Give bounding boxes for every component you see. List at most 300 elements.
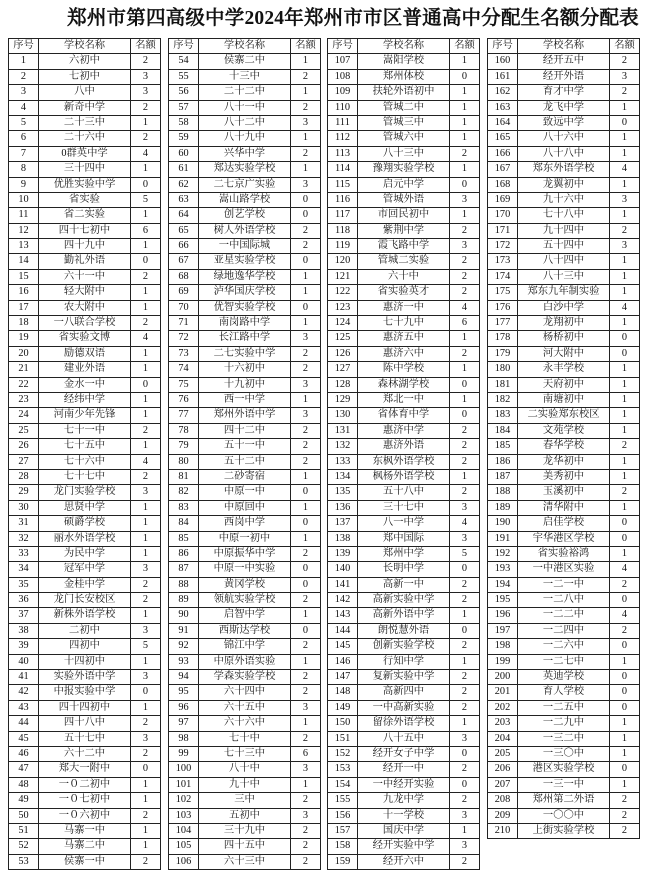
table-row <box>9 131 161 146</box>
serial-number: 90 <box>169 608 199 623</box>
school-name: 十三中 <box>199 70 291 85</box>
table-row <box>9 639 161 654</box>
table-row <box>328 439 480 454</box>
quota-count: 1 <box>131 408 161 423</box>
serial-number: 80 <box>169 455 199 470</box>
quota-count: 3 <box>131 485 161 500</box>
table-row <box>488 501 640 516</box>
serial-number: 99 <box>169 747 199 762</box>
school-name: 马寨一中 <box>39 824 131 839</box>
school-name: 创艺学校 <box>199 208 291 223</box>
quota-count: 3 <box>450 501 480 516</box>
quota-count: 0 <box>291 624 321 639</box>
school-name: 二砂寄宿 <box>199 470 291 485</box>
serial-number: 207 <box>488 778 518 793</box>
school-name: 绿地逸华学校 <box>199 270 291 285</box>
school-name: 玉溪初中 <box>518 485 610 500</box>
school-name: 一中港区实验 <box>518 562 610 577</box>
serial-number: 149 <box>328 701 358 716</box>
serial-number: 188 <box>488 485 518 500</box>
quota-count: 1 <box>291 393 321 408</box>
serial-number: 101 <box>169 778 199 793</box>
quota-count: 1 <box>450 824 480 839</box>
school-name: 惠济外语 <box>358 439 450 454</box>
school-name: 四十五中 <box>199 839 291 854</box>
school-name: 一三一中 <box>518 778 610 793</box>
quota-count: 6 <box>450 316 480 331</box>
school-name: 经开六中 <box>358 855 450 870</box>
table-row <box>328 70 480 85</box>
quota-count: 2 <box>610 439 640 454</box>
school-name: 七十九中 <box>358 316 450 331</box>
table-row <box>169 193 321 208</box>
quota-count: 2 <box>131 578 161 593</box>
quota-count: 2 <box>291 239 321 254</box>
quota-count: 1 <box>131 439 161 454</box>
table-row <box>169 470 321 485</box>
quota-count: 2 <box>450 855 480 870</box>
table-row <box>169 285 321 300</box>
quota-count: 1 <box>131 285 161 300</box>
serial-number: 148 <box>328 685 358 700</box>
quota-count: 5 <box>450 547 480 562</box>
table-row <box>9 747 161 762</box>
quota-count: 5 <box>131 193 161 208</box>
serial-number: 1 <box>9 54 39 69</box>
serial-number: 201 <box>488 685 518 700</box>
school-name: 为民中学 <box>39 547 131 562</box>
school-name: 龙门长安校区 <box>39 593 131 608</box>
quota-count: 0 <box>291 254 321 269</box>
table-row <box>488 70 640 85</box>
serial-number: 153 <box>328 762 358 777</box>
header-school-name: 学校名称 <box>39 39 131 54</box>
quota-count: 2 <box>610 624 640 639</box>
table-row <box>169 270 321 285</box>
serial-number: 111 <box>328 116 358 131</box>
table-row <box>488 547 640 562</box>
table-row <box>488 639 640 654</box>
serial-number: 72 <box>169 331 199 346</box>
serial-number: 28 <box>9 470 39 485</box>
serial-number: 32 <box>9 532 39 547</box>
quota-count: 2 <box>131 424 161 439</box>
table-row <box>169 516 321 531</box>
quota-count: 2 <box>291 70 321 85</box>
serial-number: 85 <box>169 532 199 547</box>
quota-count: 1 <box>131 362 161 377</box>
header-serial-number: 序号 <box>169 39 199 54</box>
school-name: 金水一中 <box>39 378 131 393</box>
serial-number: 171 <box>488 224 518 239</box>
quota-count: 1 <box>610 778 640 793</box>
serial-number: 53 <box>9 855 39 870</box>
serial-number: 91 <box>169 624 199 639</box>
quota-count: 1 <box>291 608 321 623</box>
school-name: 十四初中 <box>39 655 131 670</box>
quota-count: 2 <box>291 732 321 747</box>
school-name: 霞飞路中学 <box>358 239 450 254</box>
serial-number: 20 <box>9 347 39 362</box>
school-name: 六初中 <box>39 54 131 69</box>
serial-number: 49 <box>9 793 39 808</box>
serial-number: 100 <box>169 762 199 777</box>
quota-count: 3 <box>450 532 480 547</box>
serial-number: 121 <box>328 270 358 285</box>
school-name: 文苑学校 <box>518 424 610 439</box>
serial-number: 173 <box>488 254 518 269</box>
quota-count: 1 <box>610 547 640 562</box>
serial-number: 94 <box>169 670 199 685</box>
school-name: 经开外语 <box>518 70 610 85</box>
table-row <box>9 270 161 285</box>
serial-number: 159 <box>328 855 358 870</box>
table-row <box>488 347 640 362</box>
school-name: 春华学校 <box>518 439 610 454</box>
table-row <box>488 131 640 146</box>
school-name: 省实验 <box>39 193 131 208</box>
school-name: 中报实验中学 <box>39 685 131 700</box>
school-name: 六十四中 <box>199 685 291 700</box>
serial-number: 162 <box>488 85 518 100</box>
table-row <box>328 778 480 793</box>
school-name: 五十八中 <box>358 485 450 500</box>
quota-count: 1 <box>610 270 640 285</box>
table-row <box>9 655 161 670</box>
table-row <box>488 301 640 316</box>
school-name: 五十四中 <box>518 239 610 254</box>
quota-count: 1 <box>450 716 480 731</box>
serial-number: 107 <box>328 54 358 69</box>
school-name: 兴华中学 <box>199 147 291 162</box>
quota-count: 1 <box>610 208 640 223</box>
serial-number: 160 <box>488 54 518 69</box>
serial-number: 125 <box>328 331 358 346</box>
quota-count: 2 <box>291 639 321 654</box>
school-name: 学森实验学校 <box>199 670 291 685</box>
table-row <box>169 316 321 331</box>
table-row <box>169 608 321 623</box>
quota-count: 2 <box>610 224 640 239</box>
table-row <box>9 732 161 747</box>
table-row <box>328 547 480 562</box>
header-row <box>9 39 161 54</box>
table-row <box>9 193 161 208</box>
school-name: 省体育中学 <box>358 408 450 423</box>
quota-count: 1 <box>291 131 321 146</box>
table-row <box>169 855 321 870</box>
header-school-name: 学校名称 <box>199 39 291 54</box>
table-row <box>488 285 640 300</box>
school-name: 中原一初中 <box>199 532 291 547</box>
school-name: 九十六中 <box>518 193 610 208</box>
table-row <box>169 547 321 562</box>
serial-number: 184 <box>488 424 518 439</box>
quota-count: 1 <box>131 532 161 547</box>
school-name: 八一中学 <box>358 516 450 531</box>
school-name: 郑州中学 <box>358 547 450 562</box>
header-serial-number: 序号 <box>328 39 358 54</box>
serial-number: 175 <box>488 285 518 300</box>
school-name: 扶轮外语初中 <box>358 85 450 100</box>
quota-count: 1 <box>131 301 161 316</box>
table-row <box>488 439 640 454</box>
school-name: 复新实验中学 <box>358 670 450 685</box>
quota-count: 1 <box>610 316 640 331</box>
serial-number: 158 <box>328 839 358 854</box>
table-row <box>328 224 480 239</box>
quota-count: 3 <box>131 624 161 639</box>
table-row <box>328 193 480 208</box>
table-row <box>9 254 161 269</box>
quota-count: 0 <box>610 532 640 547</box>
serial-number: 103 <box>169 809 199 824</box>
table-row <box>488 224 640 239</box>
table-row <box>328 208 480 223</box>
table-row <box>488 593 640 608</box>
school-name: 西一中学 <box>199 393 291 408</box>
serial-number: 177 <box>488 316 518 331</box>
table-row <box>328 824 480 839</box>
table-row <box>328 655 480 670</box>
page-title: 郑州市第四高级中学2024年郑州市市区普通高中分配生名额分配表 <box>67 8 639 29</box>
table-row <box>9 670 161 685</box>
quota-count: 2 <box>291 101 321 116</box>
serial-number: 70 <box>169 301 199 316</box>
school-name: 优智实验学校 <box>199 301 291 316</box>
serial-number: 58 <box>169 116 199 131</box>
table-row <box>488 747 640 762</box>
header-serial-number: 序号 <box>488 39 518 54</box>
serial-number: 146 <box>328 655 358 670</box>
table-row <box>488 331 640 346</box>
school-name: 陈中学校 <box>358 362 450 377</box>
school-name: 八中 <box>39 85 131 100</box>
quota-count: 1 <box>610 254 640 269</box>
school-name: 八十四中 <box>518 254 610 269</box>
quota-count: 1 <box>610 178 640 193</box>
serial-number: 209 <box>488 809 518 824</box>
quota-count: 2 <box>291 439 321 454</box>
table-row <box>488 254 640 269</box>
school-name: 经开女子中学 <box>358 747 450 762</box>
serial-number: 93 <box>169 655 199 670</box>
table-row <box>169 408 321 423</box>
quota-count: 2 <box>450 793 480 808</box>
table-row <box>328 378 480 393</box>
school-name: 管城二实验 <box>358 254 450 269</box>
quota-count: 3 <box>291 116 321 131</box>
school-name: 八十八中 <box>518 147 610 162</box>
school-name: 育才中学 <box>518 85 610 100</box>
serial-number: 145 <box>328 639 358 654</box>
serial-number: 47 <box>9 762 39 777</box>
quota-count: 0 <box>610 116 640 131</box>
quota-count: 2 <box>291 547 321 562</box>
school-name: 启佳学校 <box>518 516 610 531</box>
school-name: 留徐外语学校 <box>358 716 450 731</box>
serial-number: 66 <box>169 239 199 254</box>
serial-number: 78 <box>169 424 199 439</box>
school-name: 八十六中 <box>518 131 610 146</box>
quota-count: 0 <box>291 578 321 593</box>
table-row <box>169 685 321 700</box>
school-name: 一三〇中 <box>518 747 610 762</box>
quota-count: 1 <box>291 85 321 100</box>
quota-count: 4 <box>450 516 480 531</box>
table-row <box>488 408 640 423</box>
school-name: 省实验裕鸿 <box>518 547 610 562</box>
serial-number: 128 <box>328 378 358 393</box>
school-name: 九十中 <box>199 778 291 793</box>
school-name: 经纬中学 <box>39 393 131 408</box>
table-row <box>488 378 640 393</box>
serial-number: 203 <box>488 716 518 731</box>
serial-number: 84 <box>169 516 199 531</box>
quota-count: 0 <box>450 408 480 423</box>
table-row <box>488 116 640 131</box>
school-name: 十九初中 <box>199 378 291 393</box>
school-name: 二实验郑东校区 <box>518 408 610 423</box>
school-name: 四十九中 <box>39 239 131 254</box>
school-name: 七十八中 <box>518 208 610 223</box>
quota-count: 2 <box>450 424 480 439</box>
table-row <box>169 655 321 670</box>
quota-count: 2 <box>610 809 640 824</box>
serial-number: 189 <box>488 501 518 516</box>
school-name: 中原振华中学 <box>199 547 291 562</box>
school-name: 创新实验学校 <box>358 639 450 654</box>
school-name: 领航实验学校 <box>199 593 291 608</box>
school-name: 龙翔初中 <box>518 316 610 331</box>
quota-count: 2 <box>450 670 480 685</box>
table-row <box>328 131 480 146</box>
table-row <box>9 393 161 408</box>
serial-number: 136 <box>328 501 358 516</box>
table-row <box>328 254 480 269</box>
serial-number: 12 <box>9 224 39 239</box>
school-name: 四十二中 <box>199 424 291 439</box>
table-row <box>328 501 480 516</box>
table-row <box>488 54 640 69</box>
school-name: 三十九中 <box>199 824 291 839</box>
table-row <box>169 162 321 177</box>
table-row <box>488 655 640 670</box>
school-name: 一二六中 <box>518 639 610 654</box>
quota-count: 1 <box>291 285 321 300</box>
table-row <box>488 516 640 531</box>
serial-number: 43 <box>9 701 39 716</box>
table-row <box>328 239 480 254</box>
serial-number: 180 <box>488 362 518 377</box>
serial-number: 5 <box>9 116 39 131</box>
table-row <box>328 701 480 716</box>
serial-number: 52 <box>9 839 39 854</box>
table-row <box>328 839 480 854</box>
table-row <box>9 408 161 423</box>
school-name: 长明中学 <box>358 562 450 577</box>
serial-number: 14 <box>9 254 39 269</box>
table-row <box>328 485 480 500</box>
quota-count: 3 <box>291 701 321 716</box>
school-name: 郑州体校 <box>358 70 450 85</box>
serial-number: 147 <box>328 670 358 685</box>
table-row <box>9 54 161 69</box>
serial-number: 55 <box>169 70 199 85</box>
serial-number: 9 <box>9 178 39 193</box>
quota-count: 3 <box>291 378 321 393</box>
school-name: 一二四中 <box>518 624 610 639</box>
serial-number: 68 <box>169 270 199 285</box>
quota-count: 0 <box>610 701 640 716</box>
table-row <box>328 54 480 69</box>
school-name: 侯寨一中 <box>39 855 131 870</box>
serial-number: 137 <box>328 516 358 531</box>
school-name: 高新实验中学 <box>358 593 450 608</box>
quota-count: 1 <box>610 101 640 116</box>
school-name: 一中高新实验 <box>358 701 450 716</box>
table-row <box>488 393 640 408</box>
quota-count: 1 <box>450 116 480 131</box>
serial-number: 110 <box>328 101 358 116</box>
school-name: 励德双语 <box>39 347 131 362</box>
serial-number: 34 <box>9 562 39 577</box>
school-name: 金桂中学 <box>39 578 131 593</box>
school-name: 郑东外语学校 <box>518 162 610 177</box>
table-row <box>169 778 321 793</box>
school-name: 经开实验中学 <box>358 839 450 854</box>
table-row <box>169 147 321 162</box>
serial-number: 40 <box>9 655 39 670</box>
table-row <box>488 178 640 193</box>
header-school-name: 学校名称 <box>518 39 610 54</box>
table-row <box>488 778 640 793</box>
school-name: 二七实验中学 <box>199 347 291 362</box>
table-row <box>9 501 161 516</box>
serial-number: 195 <box>488 593 518 608</box>
table-row <box>169 85 321 100</box>
serial-number: 144 <box>328 624 358 639</box>
serial-number: 36 <box>9 593 39 608</box>
table-row <box>328 685 480 700</box>
school-name: 管城二中 <box>358 101 450 116</box>
table-row <box>328 578 480 593</box>
table-row <box>9 562 161 577</box>
serial-number: 33 <box>9 547 39 562</box>
school-name: 优胜实验中学 <box>39 178 131 193</box>
school-name: 八十一中 <box>199 101 291 116</box>
school-name: 四十八中 <box>39 716 131 731</box>
quota-count: 6 <box>131 224 161 239</box>
serial-number: 96 <box>169 701 199 716</box>
school-name: 郑州外语中学 <box>199 408 291 423</box>
quota-count: 2 <box>610 578 640 593</box>
serial-number: 89 <box>169 593 199 608</box>
quota-count: 1 <box>450 54 480 69</box>
school-name: 七十七中 <box>39 470 131 485</box>
school-name: 一中经开实验 <box>358 778 450 793</box>
quota-count: 2 <box>291 455 321 470</box>
table-row <box>328 85 480 100</box>
serial-number: 157 <box>328 824 358 839</box>
table-row <box>488 470 640 485</box>
quota-count: 0 <box>450 178 480 193</box>
serial-number: 168 <box>488 178 518 193</box>
quota-count: 3 <box>291 762 321 777</box>
table-row <box>328 424 480 439</box>
table-row <box>169 362 321 377</box>
serial-number: 35 <box>9 578 39 593</box>
